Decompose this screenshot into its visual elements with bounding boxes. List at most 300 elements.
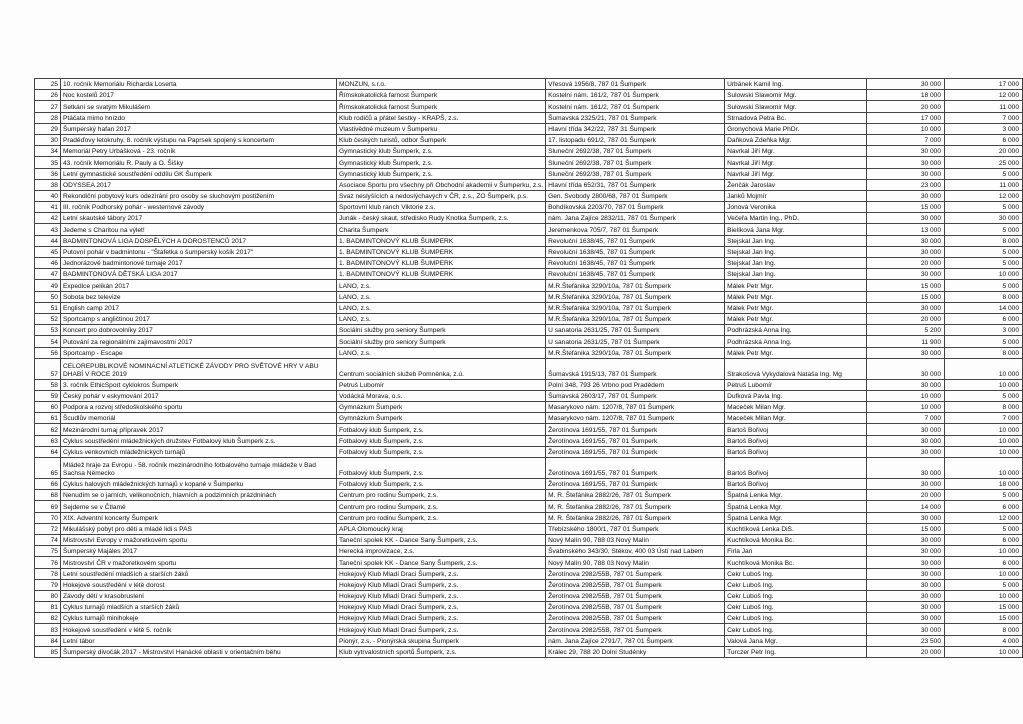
project-name-cell: CELOREPUBLIKOVÉ NOMINACNÍ ATLETICKÉ ZÁVODY PRO SVĚTOVÉ HRY V ABU DHABÍ V ROCE 2019 [60, 358, 336, 379]
applicant-cell: LANO, z.s. [336, 347, 545, 358]
representative-cell: Turczer Petr Ing. [725, 646, 867, 657]
table-row [35, 291, 1023, 302]
representative-cell: Cekr Luboš Ing. [725, 613, 867, 624]
applicant-cell: Fotbalový klub Šumperk, z.s. [336, 479, 545, 490]
table-row [35, 458, 1023, 479]
requested-amount-cell: 30 000 [867, 546, 945, 557]
project-name-cell: Šumperský hafan 2017 [60, 123, 336, 134]
address-cell: Žerotínova 2982/55B, 787 01 Šumperk [546, 579, 725, 590]
granted-amount-cell: 20 000 [945, 146, 1023, 157]
granted-amount-cell: 5 000 [945, 202, 1023, 213]
representative-cell: Málek Petr Mgr. [725, 291, 867, 302]
requested-amount-cell: 30 000 [867, 579, 945, 590]
requested-amount-cell: 30 000 [867, 602, 945, 613]
address-cell: Jeremenkova 705/7, 787 01 Šumperk [546, 224, 725, 235]
address-cell: Polní 348, 793 26 Vrbno pod Pradědem [546, 379, 725, 390]
requested-amount-cell: 30 000 [867, 269, 945, 280]
project-name-cell: Český pohár v eskymování 2017 [60, 390, 336, 401]
project-name-cell: Setkání se svatým Mikulášem [60, 101, 336, 112]
representative-cell: Janků Mojmír [725, 190, 867, 201]
representative-cell: Málek Petr Mgr. [725, 313, 867, 324]
applicant-cell: Fotbalový klub Šumperk, z.s. [336, 424, 545, 435]
project-name-cell: 3. ročník EthicSport cyklokros Šumperk [60, 379, 336, 390]
row-number-cell: 62 [35, 424, 61, 435]
address-cell: Šumavská 2325/21, 787 01 Šumperk [546, 112, 725, 123]
project-name-cell: III. ročník Podhorský pohár - westernové závody [60, 202, 336, 213]
row-number-cell: 66 [35, 479, 61, 490]
project-name-cell: Hokejové soustředění v létě dorost [60, 579, 336, 590]
representative-cell: Stejskal Jan Ing. [725, 235, 867, 246]
granted-amount-cell: 5 000 [945, 246, 1023, 257]
address-cell: M.R.Štefánika 3290/10a, 787 01 Šumperk [546, 302, 725, 313]
granted-amount-cell: 6 000 [945, 534, 1023, 545]
requested-amount-cell: 23 000 [867, 179, 945, 190]
project-name-cell: Sportcamp s angličtinou 2017 [60, 313, 336, 324]
applicant-cell: APLA Olomoucký kraj [336, 523, 545, 534]
representative-cell: Stejskal Jan Ing. [725, 258, 867, 269]
project-name-cell: XIX. Adventní koncerty Šumperk [60, 512, 336, 523]
granted-amount-cell: 8 000 [945, 347, 1023, 358]
row-number-cell: 70 [35, 512, 61, 523]
table-row [35, 490, 1023, 501]
requested-amount-cell: 30 000 [867, 358, 945, 379]
table-row [35, 190, 1023, 201]
applicant-cell: Klub vytrvalostních sportů Šumperk, z.s. [336, 646, 545, 657]
table-row [35, 90, 1023, 101]
granted-amount-cell: 18 000 [945, 479, 1023, 490]
project-name-cell: 10. ročník Memoriálu Richarda Loserta [60, 79, 336, 90]
applicant-cell: Taneční spolek KK - Dance Sany Šumperk, z.s. [336, 557, 545, 568]
row-number-cell: 45 [35, 246, 61, 257]
row-number-cell: 30 [35, 134, 61, 145]
table-row [35, 390, 1023, 401]
representative-cell: Cekr Luboš Ing. [725, 624, 867, 635]
row-number-cell: 53 [35, 325, 61, 336]
table-row [35, 101, 1023, 112]
requested-amount-cell: 30 000 [867, 302, 945, 313]
requested-amount-cell: 30 000 [867, 424, 945, 435]
row-number-cell: 36 [35, 168, 61, 179]
address-cell: Žerotínova 1691/55, 787 01 Šumperk [546, 458, 725, 479]
applicant-cell: Gymnázium Šumperk [336, 402, 545, 413]
applicant-cell: Fotbalový klub Šumperk, z.s. [336, 435, 545, 446]
requested-amount-cell: 30 000 [867, 568, 945, 579]
granted-amount-cell: 12 000 [945, 512, 1023, 523]
project-name-cell: Putovní pohár v badmintonu - "Štafetka o šumperský košík 2017" [60, 246, 336, 257]
row-number-cell: 46 [35, 258, 61, 269]
requested-amount-cell: 20 000 [867, 101, 945, 112]
grant-table [34, 78, 1023, 658]
project-name-cell: Letní gymnastické soustředění oddílu GK Šumperk [60, 168, 336, 179]
granted-amount-cell: 6 000 [945, 313, 1023, 324]
applicant-cell: Gymnastický klub Šumperk, z.s. [336, 168, 545, 179]
representative-cell: Firla Jan [725, 546, 867, 557]
row-number-cell: 74 [35, 534, 61, 545]
applicant-cell: 1. BADMINTONOVÝ KLUB ŠUMPERK [336, 258, 545, 269]
row-number-cell: 43 [35, 224, 61, 235]
applicant-cell: Vlastivědné muzeum v Šumperku [336, 123, 545, 134]
project-name-cell: Mistrovství ČR v mažoretkovém sportu [60, 557, 336, 568]
table-row [35, 336, 1023, 347]
table-row [35, 157, 1023, 168]
address-cell: Žerotínova 1691/55, 787 01 Šumperk [546, 446, 725, 457]
project-name-cell: Koncert pro dobrovolníky 2017 [60, 325, 336, 336]
representative-cell: Bartoš Bořivoj [725, 435, 867, 446]
applicant-cell: Hokejový Klub Mladí Draci Šumperk, z.s. [336, 590, 545, 601]
requested-amount-cell: 7 000 [867, 134, 945, 145]
project-name-cell: Cyklus venkovních mládežnických turnajů [60, 446, 336, 457]
applicant-cell: Petruš Lubomír [336, 379, 545, 390]
address-cell: Masarykovo nám. 1207/8, 787 01 Šumperk [546, 402, 725, 413]
table-row [35, 246, 1023, 257]
requested-amount-cell: 30 000 [867, 213, 945, 224]
address-cell: Revoluční 1638/45, 787 01 Šumperk [546, 258, 725, 269]
project-name-cell: Memoriál Petry Urbášková - 23. ročník [60, 146, 336, 157]
row-number-cell: 56 [35, 347, 61, 358]
granted-amount-cell: 10 000 [945, 435, 1023, 446]
address-cell: Žerotínova 2982/55B, 787 01 Šumperk [546, 590, 725, 601]
requested-amount-cell: 30 000 [867, 157, 945, 168]
requested-amount-cell: 20 000 [867, 258, 945, 269]
table-row [35, 435, 1023, 446]
requested-amount-cell: 30 000 [867, 146, 945, 157]
project-name-cell: Letní tábor [60, 635, 336, 646]
granted-amount-cell: 5 000 [945, 390, 1023, 401]
applicant-cell: Svaz neslyšících a nedoslýchavých v ČR, z.s., ZO Šumperk, p.s. [336, 190, 545, 201]
project-name-cell: Cyklus turnajů minihokeje [60, 613, 336, 624]
representative-cell: Cekr Luboš Ing. [725, 568, 867, 579]
applicant-cell: Sociální služby pro seniory Šumperk [336, 325, 545, 336]
address-cell: M. R. Štefánika 2882/26, 787 01 Šumperk [546, 512, 725, 523]
table-row [35, 501, 1023, 512]
table-row [35, 424, 1023, 435]
row-number-cell: 84 [35, 635, 61, 646]
requested-amount-cell: 30 000 [867, 479, 945, 490]
requested-amount-cell: 30 000 [867, 79, 945, 90]
applicant-cell: Hokejový Klub Mladí Draci Šumperk, z.s. [336, 568, 545, 579]
applicant-cell: Centrum pro rodinu Šumperk, z.s. [336, 501, 545, 512]
project-name-cell: Sejdeme se v Čtlamě [60, 501, 336, 512]
project-name-cell: Putování za regionálními zajímavostmi 2017 [60, 336, 336, 347]
granted-amount-cell: 5 000 [945, 523, 1023, 534]
granted-amount-cell: 4 000 [945, 635, 1023, 646]
project-name-cell: Sobota bez televize [60, 291, 336, 302]
address-cell: Šumavská 2603/17, 787 01 Šumperk [546, 390, 725, 401]
granted-amount-cell: 30 000 [945, 213, 1023, 224]
representative-cell: Navrkal Jiří Mgr. [725, 168, 867, 179]
granted-amount-cell: 15 000 [945, 602, 1023, 613]
address-cell: Žerotínova 2982/55B, 787 01 Šumperk [546, 624, 725, 635]
requested-amount-cell: 15 000 [867, 291, 945, 302]
table-row [35, 602, 1023, 613]
representative-cell: Jonová Veronika [725, 202, 867, 213]
project-name-cell: Nenudím se o jarních, velikonočních, hlavních a podzimních prázdninách [60, 490, 336, 501]
requested-amount-cell: 14 000 [867, 501, 945, 512]
row-number-cell: 38 [35, 179, 61, 190]
row-number-cell: 28 [35, 112, 61, 123]
address-cell: 17. listopadu 691/2, 787 01 Šumperk [546, 134, 725, 145]
address-cell: Šumavská 1915/13, 787 01 Šumperk [546, 358, 725, 379]
applicant-cell: Centrum sociálních služeb Pomněnka, z.ú. [336, 358, 545, 379]
row-number-cell: 61 [35, 413, 61, 424]
row-number-cell: 75 [35, 546, 61, 557]
table-row [35, 269, 1023, 280]
project-name-cell: Závody dětí v krasobruslení [60, 590, 336, 601]
address-cell: Hlavní třída 342/22, 787 31 Šumperk [546, 123, 725, 134]
project-name-cell: Cyklus turnajů mladších a starších žáků [60, 602, 336, 613]
table-row [35, 568, 1023, 579]
granted-amount-cell: 8 000 [945, 235, 1023, 246]
address-cell: Žerotínova 1691/55, 787 01 Šumperk [546, 424, 725, 435]
representative-cell: Petruš Lubomír [725, 379, 867, 390]
row-number-cell: 35 [35, 157, 61, 168]
applicant-cell: Vodácká Morava, o.s. [336, 390, 545, 401]
representative-cell: Sulowski Slawomir Mgr. [725, 101, 867, 112]
granted-amount-cell: 10 000 [945, 269, 1023, 280]
representative-cell: Daňková Zdeňka Mgr. [725, 134, 867, 145]
representative-cell: Valová Jana Mgr. [725, 635, 867, 646]
representative-cell: Bartoš Bořivoj [725, 446, 867, 457]
project-name-cell: English camp 2017 [60, 302, 336, 313]
requested-amount-cell: 20 000 [867, 490, 945, 501]
row-number-cell: 83 [35, 624, 61, 635]
granted-amount-cell: 10 000 [945, 446, 1023, 457]
granted-amount-cell: 10 000 [945, 424, 1023, 435]
representative-cell: Strnadová Petra Bc. [725, 112, 867, 123]
row-number-cell: 58 [35, 379, 61, 390]
row-number-cell: 68 [35, 490, 61, 501]
granted-amount-cell: 12 000 [945, 90, 1023, 101]
granted-amount-cell: 6 000 [945, 134, 1023, 145]
applicant-cell: Klub českých turistů, odbor Šumperk [336, 134, 545, 145]
address-cell: M.R.Štefánika 3290/10a, 787 01 Šumperk [546, 313, 725, 324]
table-row [35, 302, 1023, 313]
granted-amount-cell: 3 000 [945, 325, 1023, 336]
table-row [35, 579, 1023, 590]
granted-amount-cell: 15 000 [945, 613, 1023, 624]
project-name-cell: Šcudlův memoriál [60, 413, 336, 424]
granted-amount-cell: 5 000 [945, 168, 1023, 179]
requested-amount-cell: 30 000 [867, 379, 945, 390]
representative-cell: Podhrázská Anna Ing. [725, 325, 867, 336]
table-row [35, 379, 1023, 390]
representative-cell: Podhrázská Anna Ing. [725, 336, 867, 347]
applicant-cell: 1. BADMINTONOVÝ KLUB ŠUMPERK [336, 246, 545, 257]
granted-amount-cell: 6 000 [945, 557, 1023, 568]
address-cell: Sluneční 2692/38, 787 01 Šumperk [546, 146, 725, 157]
requested-amount-cell: 13 000 [867, 224, 945, 235]
table-row [35, 402, 1023, 413]
project-name-cell: Mezinárodní turnaj přípravek 2017 [60, 424, 336, 435]
applicant-cell: Asociace Sportu pro všechny při Obchodní akademii v Šumperku, z.s. [336, 179, 545, 190]
project-name-cell: Šumperský divočák 2017 - Mistrovství Hanácké oblasti v orientačním běhu [60, 646, 336, 657]
address-cell: nám. Jana Zajíce 2832/11, 787 01 Šumperk [546, 213, 725, 224]
applicant-cell: Pionýr, z.s. - Pionýrská skupina Šumperk [336, 635, 545, 646]
table-row [35, 313, 1023, 324]
representative-cell: Cekr Luboš Ing. [725, 579, 867, 590]
applicant-cell: Hokejový Klub Mladí Draci Šumperk, z.s. [336, 602, 545, 613]
granted-amount-cell: 17 000 [945, 79, 1023, 90]
applicant-cell: Taneční spolek KK - Dance Sany Šumperk, z.s. [336, 534, 545, 545]
granted-amount-cell: 10 000 [945, 568, 1023, 579]
representative-cell: Špatná Lenka Mgr. [725, 501, 867, 512]
row-number-cell: 52 [35, 313, 61, 324]
table-row [35, 123, 1023, 134]
requested-amount-cell: 30 000 [867, 168, 945, 179]
requested-amount-cell: 30 000 [867, 458, 945, 479]
project-name-cell: Expedice pelikán 2017 [60, 280, 336, 291]
requested-amount-cell: 17 000 [867, 112, 945, 123]
project-name-cell: BADMINTONOVÁ DĚTSKÁ LIGA 2017 [60, 269, 336, 280]
table-row [35, 179, 1023, 190]
table-row [35, 646, 1023, 657]
representative-cell: Dufková Pavla Ing. [725, 390, 867, 401]
row-number-cell: 81 [35, 602, 61, 613]
requested-amount-cell: 30 000 [867, 624, 945, 635]
requested-amount-cell: 18 000 [867, 90, 945, 101]
representative-cell: Navrkal Jiří Mgr. [725, 146, 867, 157]
project-name-cell: Jedeme s Charitou na výlet! [60, 224, 336, 235]
requested-amount-cell: 23 500 [867, 635, 945, 646]
table-row [35, 546, 1023, 557]
applicant-cell: 1. BADMINTONOVÝ KLUB ŠUMPERK [336, 235, 545, 246]
table-row [35, 213, 1023, 224]
project-name-cell: 43. ročník Memoriálu R. Pauly a O. Šišky [60, 157, 336, 168]
table-row [35, 235, 1023, 246]
row-number-cell: 25 [35, 79, 61, 90]
granted-amount-cell: 10 000 [945, 590, 1023, 601]
project-name-cell: Cyklus halových mládežnických turnajů v kopané v Šumperku [60, 479, 336, 490]
row-number-cell: 29 [35, 123, 61, 134]
address-cell: Žerotínova 2982/55B, 787 01 Šumperk [546, 602, 725, 613]
address-cell: Bohdíkovská 2203/70, 787 01 Šumperk [546, 202, 725, 213]
representative-cell: Večeřa Martin Ing., PhD. [725, 213, 867, 224]
address-cell: Švabinského 343/30, Stěkov, 400 03 Ústí nad Labem [546, 546, 725, 557]
applicant-cell: MONZUN, s.r.o. [336, 79, 545, 90]
granted-amount-cell: 5 000 [945, 579, 1023, 590]
project-name-cell: Letní skautské tábory 2017 [60, 213, 336, 224]
granted-amount-cell: 12 000 [945, 190, 1023, 201]
applicant-cell: LANO, z.s. [336, 280, 545, 291]
address-cell: Gen. Svobody 2800/68, 787 01 Šumperk [546, 190, 725, 201]
applicant-cell: 1. BADMINTONOVÝ KLUB ŠUMPERK [336, 269, 545, 280]
row-number-cell: 72 [35, 523, 61, 534]
project-name-cell: Šumperský Majáles 2017 [60, 546, 336, 557]
table-row [35, 134, 1023, 145]
row-number-cell: 79 [35, 579, 61, 590]
table-row [35, 523, 1023, 534]
address-cell: Králec 29, 788 20 Dolní Studénky [546, 646, 725, 657]
row-number-cell: 51 [35, 302, 61, 313]
row-number-cell: 27 [35, 101, 61, 112]
address-cell: Žerotínova 1691/55, 787 01 Šumperk [546, 435, 725, 446]
table-row [35, 202, 1023, 213]
address-cell: U sanatoria 2631/25, 787 01 Šumperk [546, 325, 725, 336]
representative-cell: Kuchtíková Monika Bc. [725, 557, 867, 568]
project-name-cell: Letní soustředění mladších a starších žáků [60, 568, 336, 579]
requested-amount-cell: 30 000 [867, 446, 945, 457]
project-name-cell: Jednorázové badmintonové turnaje 2017 [60, 258, 336, 269]
representative-cell: Navrkal Jiří Mgr. [725, 157, 867, 168]
project-name-cell: Podpora a rozvoj středoškolského sportu [60, 402, 336, 413]
representative-cell: Bielíková Jana Mgr. [725, 224, 867, 235]
address-cell: nám. Jana Zajíce 2791/7, 787 01 Šumperk [546, 635, 725, 646]
requested-amount-cell: 30 000 [867, 235, 945, 246]
representative-cell: Strakošová Vykydalová Nataša Ing. Mg [725, 358, 867, 379]
requested-amount-cell: 30 000 [867, 590, 945, 601]
project-name-cell: Hokejové soustředění v létě 5. ročník [60, 624, 336, 635]
representative-cell: Bartoš Bořivoj [725, 458, 867, 479]
applicant-cell: Sportovní klub ranch Viktorie z.s. [336, 202, 545, 213]
representative-cell: Málek Petr Mgr. [725, 280, 867, 291]
applicant-cell: Fotbalový klub Šumperk, z.s. [336, 458, 545, 479]
project-name-cell: ODYSSEA 2017 [60, 179, 336, 190]
address-cell: M. R. Štefánika 2882/26, 787 01 Šumperk [546, 490, 725, 501]
granted-amount-cell: 10 000 [945, 458, 1023, 479]
address-cell: Hlavní třída 652/31, 787 01 Šumperk [546, 179, 725, 190]
granted-amount-cell: 5 000 [945, 490, 1023, 501]
granted-amount-cell: 11 000 [945, 179, 1023, 190]
granted-amount-cell: 10 000 [945, 546, 1023, 557]
table-row [35, 224, 1023, 235]
representative-cell: Kuchtíková Lenka DiS. [725, 523, 867, 534]
table-row [35, 112, 1023, 123]
row-number-cell: 50 [35, 291, 61, 302]
row-number-cell: 26 [35, 90, 61, 101]
table-row [35, 168, 1023, 179]
project-name-cell: Praděďovy letokruhy, 8. ročník výstupu na Paprsek spojený s koncertem [60, 134, 336, 145]
granted-amount-cell: 5 000 [945, 280, 1023, 291]
row-number-cell: 78 [35, 568, 61, 579]
address-cell: Nový Malín 90, 788 03 Nový Malín [546, 534, 725, 545]
address-cell: Sluneční 2692/38, 787 01 Šumperk [546, 168, 725, 179]
row-number-cell: 34 [35, 146, 61, 157]
applicant-cell: LANO, z.s. [336, 313, 545, 324]
granted-amount-cell: 10 000 [945, 379, 1023, 390]
project-name-cell: Mistrovství Evropy v mažoretkovém sportu [60, 534, 336, 545]
project-name-cell: Rekondiční pobytový kurs odezírání pro osoby se sluchovým postižením [60, 190, 336, 201]
row-number-cell: 57 [35, 358, 61, 379]
granted-amount-cell: 7 000 [945, 413, 1023, 424]
table-row [35, 635, 1023, 646]
address-cell: Revoluční 1638/45, 787 01 Šumperk [546, 235, 725, 246]
address-cell: Kostelní nám. 161/2, 787 01 Šumperk [546, 90, 725, 101]
address-cell: Žerotínova 2982/55B, 787 01 Šumperk [546, 568, 725, 579]
granted-amount-cell: 5 000 [945, 336, 1023, 347]
granted-amount-cell: 14 000 [945, 302, 1023, 313]
requested-amount-cell: 15 000 [867, 202, 945, 213]
representative-cell: Maceček Milan Mgr. [725, 402, 867, 413]
row-number-cell: 76 [35, 557, 61, 568]
granted-amount-cell: 3 000 [945, 123, 1023, 134]
project-name-cell: Mikulášský pobyt pro děti a mladé lidi s PAS [60, 523, 336, 534]
requested-amount-cell: 5 200 [867, 325, 945, 336]
requested-amount-cell: 30 000 [867, 512, 945, 523]
granted-amount-cell: 8 000 [945, 291, 1023, 302]
granted-amount-cell: 5 000 [945, 258, 1023, 269]
granted-amount-cell: 10 000 [945, 358, 1023, 379]
granted-amount-cell: 7 000 [945, 112, 1023, 123]
applicant-cell: Gymnázium Šumperk [336, 413, 545, 424]
applicant-cell: Klub rodičů a přátel šestky - KRAPŠ, z.s. [336, 112, 545, 123]
requested-amount-cell: 20 000 [867, 313, 945, 324]
applicant-cell: Fotbalový klub Šumperk, z.s. [336, 446, 545, 457]
row-number-cell: 54 [35, 336, 61, 347]
address-cell: Žerotínova 2982/55B, 787 01 Šumperk [546, 613, 725, 624]
applicant-cell: Sociální služby pro seniory Šumperk [336, 336, 545, 347]
representative-cell: Urbánek Kamil Ing. [725, 79, 867, 90]
applicant-cell: Gymnastický klub Šumperk, z.s. [336, 146, 545, 157]
